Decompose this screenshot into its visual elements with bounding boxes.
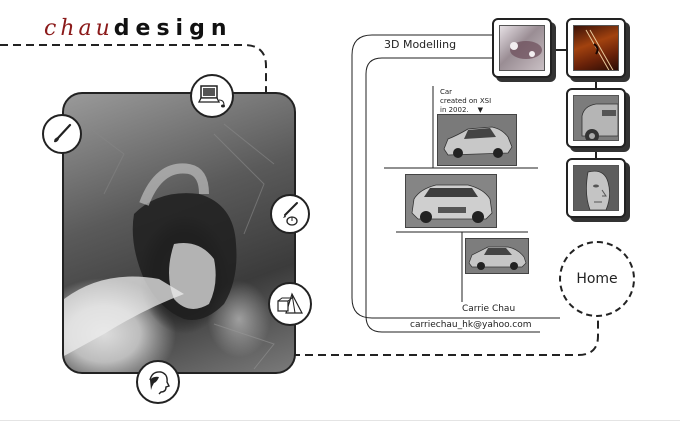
paintbrush-icon-glyph [50, 122, 74, 146]
portrait-photo [62, 92, 296, 374]
portrait-sketch [64, 94, 294, 372]
car-caption-year: in 2002. [440, 106, 469, 114]
thumb-mask[interactable] [566, 158, 626, 218]
thumb-mask-image [574, 166, 619, 211]
car-caption-line1: Car [440, 88, 453, 96]
paintbrush-icon[interactable] [42, 114, 82, 154]
bottom-divider [0, 420, 680, 421]
author-email-link[interactable]: carriechau_hk@yahoo.com [410, 320, 532, 330]
pen-mouse-icon[interactable] [270, 194, 310, 234]
home-button[interactable]: Home [559, 241, 635, 317]
thumb-car-rear-image [574, 96, 619, 141]
car-caption [440, 88, 491, 115]
site-logo[interactable] [44, 16, 233, 41]
computer-icon[interactable] [190, 74, 234, 118]
car-render-front-image [406, 175, 496, 227]
car-render-front-right-image [438, 115, 516, 165]
logo-part-design: design [113, 16, 233, 41]
car-render-front-right[interactable] [437, 114, 517, 166]
face-profile-icon[interactable] [136, 360, 180, 404]
logo-part-chau: chau [44, 16, 114, 41]
face-profile-icon-glyph [144, 368, 172, 396]
thumb-character[interactable] [492, 18, 552, 78]
pyramid-cube-icon-glyph [276, 291, 304, 317]
computer-icon-glyph [198, 84, 226, 108]
author-name: Carrie Chau [462, 304, 516, 314]
car-render-side-image [466, 239, 528, 273]
thumb-violin[interactable] [566, 18, 626, 78]
thumb-car-rear[interactable] [566, 88, 626, 148]
caption-arrow-icon: ▼ [477, 106, 483, 114]
car-render-side[interactable] [465, 238, 529, 274]
thumb-character-image [500, 26, 545, 71]
nav-3d-modelling[interactable]: 3D Modelling [384, 38, 457, 51]
pyramid-cube-icon[interactable] [268, 282, 312, 326]
pen-mouse-icon-glyph [278, 201, 302, 227]
thumb-violin-image [574, 26, 619, 71]
car-render-front[interactable] [405, 174, 497, 228]
car-caption-line2: created on XSI [440, 97, 492, 105]
